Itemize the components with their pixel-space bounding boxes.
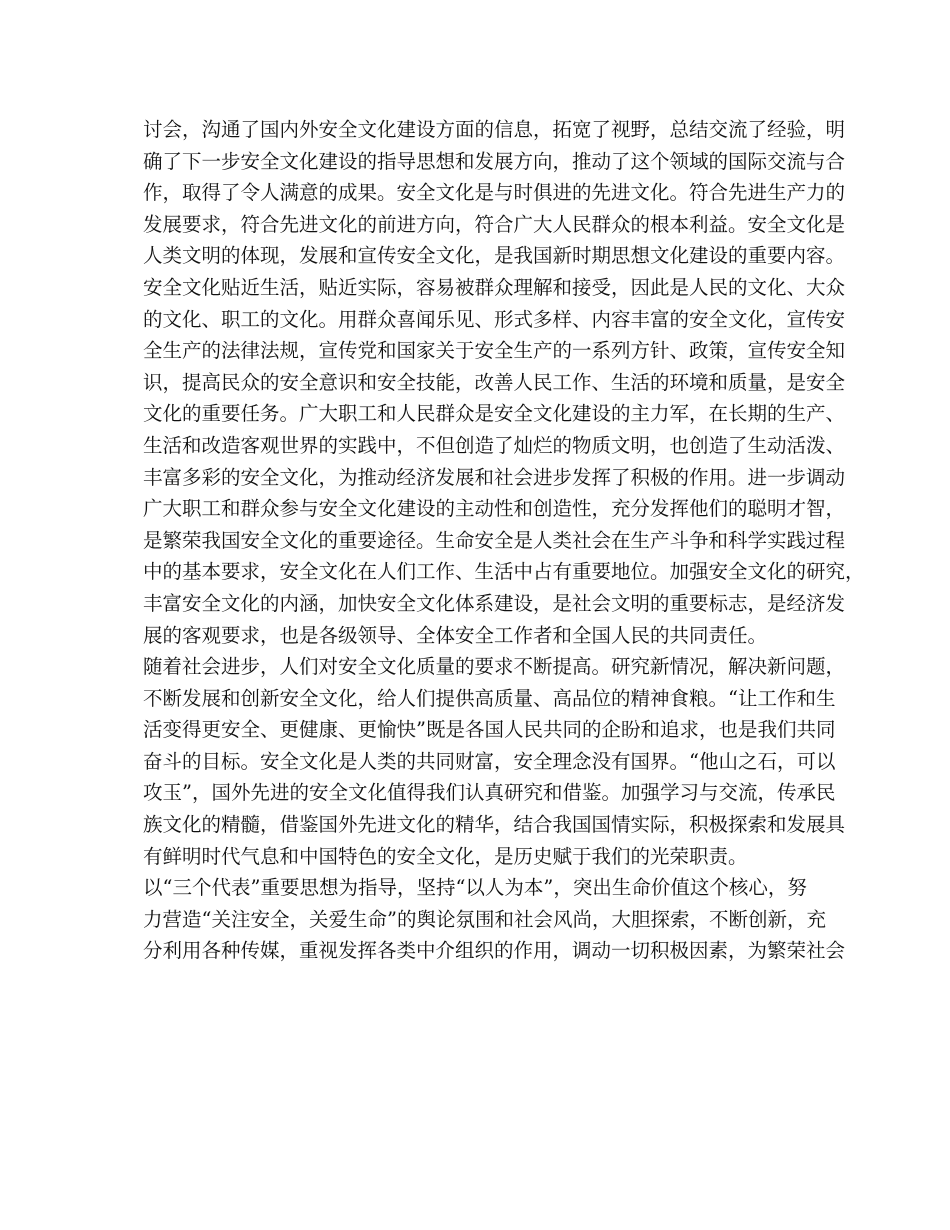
- text-line: 人类文明的体现，发展和宣传安全文化，是我国新时期思想文化建设的重要内容。: [143, 244, 846, 268]
- text-line: 广大职工和群众参与安全文化建设的主动性和创造性，充分发挥他们的聪明才智，: [143, 497, 846, 521]
- text-line: 随着社会进步，人们对安全文化质量的要求不断提高。研究新情况，解决新问题，: [143, 655, 846, 679]
- text-line: 确了下一步安全文化建设的指导思想和发展方向，推动了这个领域的国际交流与合: [143, 149, 846, 173]
- text-line: 活变得更安全、更健康、更愉快”既是各国人民共同的企盼和追求，也是我们共同: [143, 718, 836, 742]
- text-line: 丰富安全文化的内涵，加快安全文化体系建设，是社会文明的重要标志，是经济发: [143, 591, 846, 615]
- text-line: 丰富多彩的安全文化，为推动经济发展和社会进步发挥了积极的作用。进一步调动: [143, 465, 846, 489]
- paragraph-2: [143, 651, 846, 872]
- text-line: 有鲜明时代气息和中国特色的安全文化，是历史赋于我们的光荣职责。: [143, 844, 748, 868]
- text-line: 不断发展和创新安全文化，给人们提供高质量、高品位的精神食粮。“让工作和生: [143, 686, 836, 710]
- text-line: 发展要求，符合先进文化的前进方向，符合广大人民群众的根本利益。安全文化是: [143, 212, 846, 236]
- text-line: 识，提高民众的安全意识和安全技能，改善人民工作、生活的环境和质量，是安全: [143, 370, 846, 394]
- text-line: 展的客观要求，也是各级领导、全体安全工作者和全国人民的共同责任。: [143, 623, 768, 647]
- paragraph-1: [143, 114, 865, 651]
- text-line: 奋斗的目标。安全文化是人类的共同财富，安全理念没有国界。“他山之石，可以: [143, 749, 836, 773]
- text-line: 是繁荣我国安全文化的重要途径。生命安全是人类社会在生产斗争和科学实践过程: [143, 528, 846, 552]
- body-text: [143, 114, 865, 967]
- text-line: 文化的重要任务。广大职工和人民群众是安全文化建设的主力军，在长期的生产、: [143, 402, 846, 426]
- text-line: 的文化、职工的文化。用群众喜闻乐见、形式多样、内容丰富的安全文化，宣传安: [143, 307, 846, 331]
- text-line: 中的基本要求，安全文化在人们工作、生活中占有重要地位。加强安全文化的研究，: [143, 560, 865, 584]
- text-line: 力营造“关注安全，关爱生命”的舆论氛围和社会风尚，大胆探索，不断创新，充: [143, 907, 826, 931]
- text-line: 全生产的法律法规，宣传党和国家关于安全生产的一系列方针、政策，宣传安全知: [143, 339, 846, 363]
- text-line: 以“三个代表”重要思想为指导，坚持“以人为本”，突出生命价值这个核心，努: [143, 876, 807, 900]
- text-line: 生活和改造客观世界的实践中，不但创造了灿烂的物质文明，也创造了生动活泼、: [143, 433, 846, 457]
- text-line: 族文化的精髓，借鉴国外先进文化的精华，结合我国国情实际，积极探索和发展具: [143, 813, 846, 837]
- text-line: 分利用各种传媒，重视发挥各类中介组织的作用，调动一切积极因素，为繁荣社会: [143, 939, 846, 963]
- text-line: 作，取得了令人满意的成果。安全文化是与时俱进的先进文化。符合先进生产力的: [143, 181, 846, 205]
- text-line: 安全文化贴近生活，贴近实际，容易被群众理解和接受，因此是人民的文化、大众: [143, 275, 846, 299]
- text-line: 攻玉”，国外先进的安全文化值得我们认真研究和借鉴。加强学习与交流，传承民: [143, 781, 836, 805]
- paragraph-3: [143, 872, 846, 967]
- text-line: 讨会，沟通了国内外安全文化建设方面的信息，拓宽了视野，总结交流了经验，明: [143, 118, 846, 141]
